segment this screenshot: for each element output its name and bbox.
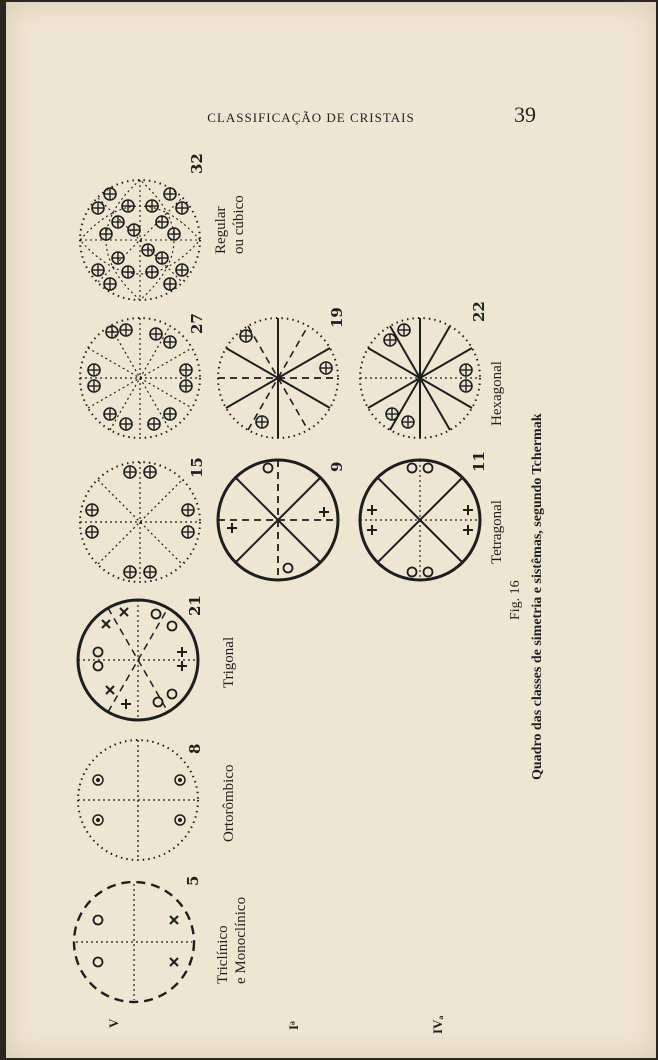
label-tetragonal: Tetragonal bbox=[489, 500, 505, 564]
stereogram-tetragonal-9 bbox=[218, 460, 338, 580]
label-regular-line2: ou cúbico bbox=[231, 195, 247, 254]
stereogram-hexagonal-19 bbox=[218, 318, 338, 438]
crystal-class-diagram bbox=[6, 2, 656, 1058]
stereogram-tetragonal-15 bbox=[80, 462, 200, 582]
class-number-21: 21 bbox=[186, 595, 204, 616]
figure-label: Fig. 16 bbox=[508, 580, 523, 620]
stereogram-hexagonal-27 bbox=[80, 318, 200, 438]
label-regular bbox=[212, 195, 248, 254]
stereogram-triclinic bbox=[74, 882, 194, 1002]
class-number-15: 15 bbox=[188, 457, 206, 478]
class-number-22: 22 bbox=[470, 301, 488, 322]
stereogram-tetragonal-11 bbox=[360, 460, 480, 580]
label-trigonal: Trigonal bbox=[221, 636, 237, 688]
stereogram-cubic-32 bbox=[80, 180, 200, 300]
page-number: 39 bbox=[514, 102, 536, 127]
class-number-9: 9 bbox=[328, 461, 346, 472]
class-number-27: 27 bbox=[188, 313, 206, 334]
class-number-19: 19 bbox=[328, 307, 346, 328]
label-triclinico-line1: Triclínico bbox=[215, 925, 231, 984]
class-number-11: 11 bbox=[470, 451, 488, 472]
label-triclinico-line2: e Monoclínico bbox=[233, 896, 249, 984]
row-mark-ia: Iᵃ bbox=[286, 1021, 301, 1030]
figure-caption: Quadro das classes de simetria e sistêmas, segundo Tchermak bbox=[530, 413, 545, 780]
stereogram-hexagonal-22 bbox=[360, 318, 480, 438]
class-number-5: 5 bbox=[184, 875, 202, 886]
class-number-8: 8 bbox=[186, 743, 204, 754]
class-number-32: 32 bbox=[188, 153, 206, 174]
row-mark-v: V bbox=[106, 1018, 121, 1028]
book-page bbox=[6, 2, 656, 1058]
stereogram-orthorhombic bbox=[78, 740, 198, 860]
label-regular-line1: Regular bbox=[213, 206, 229, 254]
stereogram-trigonal bbox=[78, 600, 198, 720]
row-mark-iva: IVₐ bbox=[430, 1015, 445, 1034]
label-triclinico bbox=[214, 897, 250, 984]
running-header: CLASSIFICAÇÃO DE CRISTAIS bbox=[207, 110, 415, 125]
label-ortorombico: Ortorômbico bbox=[221, 764, 237, 842]
label-hexagonal: Hexagonal bbox=[489, 361, 505, 426]
